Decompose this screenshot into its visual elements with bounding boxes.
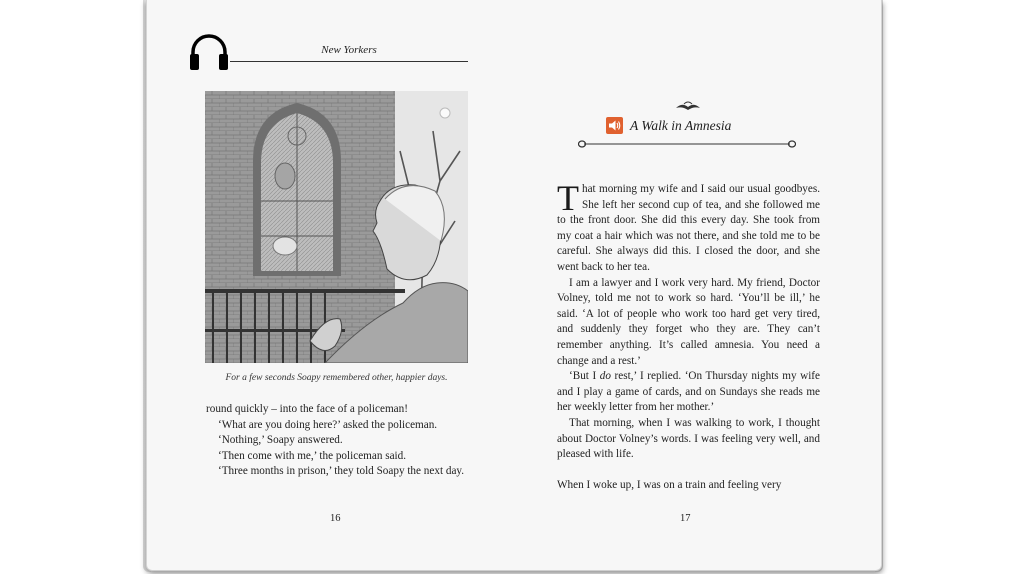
section-break xyxy=(557,463,820,478)
paragraph: ‘Three months in prison,’ they told Soapy the next day. xyxy=(218,465,465,478)
paragraph-text: rest,’ I replied. ‘On Thursday nights my wife and I play a game of cards, and on Sundays she reads me her weekly letter from her mother.’ xyxy=(557,370,820,414)
paragraph: ‘Nothing,’ Soapy answered. xyxy=(218,434,343,447)
chapter-title-rule xyxy=(578,140,796,148)
page-number-left: 16 xyxy=(330,513,341,524)
paragraph: ‘What are you doing here?’ asked the policeman. xyxy=(218,418,438,431)
illustration-caption: For a few seconds Soapy remembered other, happier days. xyxy=(225,373,448,383)
right-body-text xyxy=(557,178,820,493)
left-body-text xyxy=(206,402,469,480)
page-number-right: 17 xyxy=(680,513,691,524)
drop-cap: T xyxy=(557,178,579,218)
emphasis-text: do xyxy=(599,370,611,383)
paragraph-text: ‘But I xyxy=(569,370,600,383)
illustration-soapy-church-window xyxy=(205,91,468,363)
paragraph: I am a lawyer and I work very hard. My friend, Doctor Volney, told me not to work so hard. ‘You’ll be ill,’ he said. ‘A lot of people who work too hard get very tired, and suddenly they forget who they are. They can’t remember anything. It’s called amnesia. You need a change and a rest.’ xyxy=(557,276,820,367)
speaker-icon[interactable] xyxy=(606,117,623,134)
running-head-rule xyxy=(230,61,468,62)
running-head: New Yorkers xyxy=(321,44,377,56)
headphones-icon[interactable] xyxy=(188,32,230,72)
paragraph xyxy=(557,178,820,276)
paragraph: When I woke up, I was on a train and feeling very xyxy=(557,478,782,491)
paragraph xyxy=(557,369,820,416)
ornament-icon xyxy=(674,100,702,112)
paragraph: ‘Then come with me,’ the policeman said. xyxy=(218,449,407,462)
paragraph: That morning, when I was walking to work, I thought about Doctor Volney’s words. I was feeling very well, and pleased with life. xyxy=(557,416,820,461)
paragraph-text: hat morning my wife and I said our usual goodbyes. She left her second cup of tea, and she followed me to the front door. She did this every day. She took from my coat a hair which was not there, and she told me to be careful. She always did this. I closed the door, and she went back to her tea. xyxy=(557,183,820,273)
chapter-title: A Walk in Amnesia xyxy=(630,118,732,133)
paragraph: round quickly – into the face of a policeman! xyxy=(206,403,408,415)
